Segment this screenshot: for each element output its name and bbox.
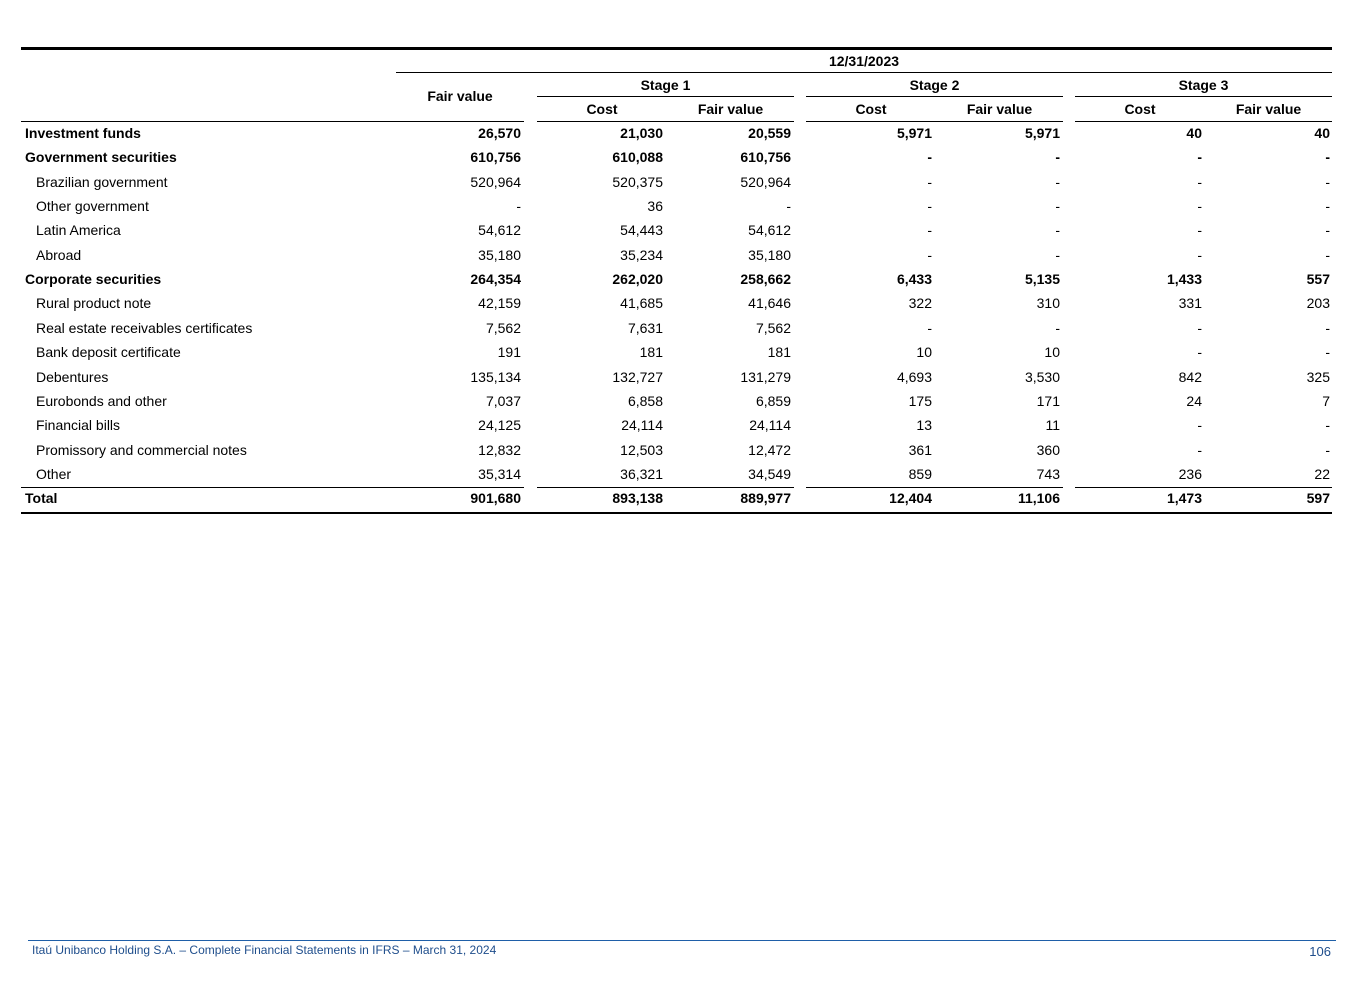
cell-value: 11 bbox=[1045, 417, 1060, 434]
cell-value: 191 bbox=[497, 344, 521, 361]
cell-value: - bbox=[927, 173, 932, 190]
table-row bbox=[21, 317, 1332, 341]
cell-value: 610,756 bbox=[740, 149, 791, 166]
cell-value: 7,631 bbox=[627, 319, 663, 336]
cell-value: - bbox=[1197, 198, 1202, 215]
table-row bbox=[21, 268, 1332, 292]
footer-text: Itaú Unibanco Holding S.A. – Complete Financial Statements in IFRS – March 31, 2024 bbox=[32, 943, 497, 957]
cell-value: 10 bbox=[916, 344, 932, 361]
cell-value: - bbox=[1197, 441, 1202, 458]
table-row bbox=[21, 195, 1332, 219]
stage2-header: Stage 2 bbox=[909, 77, 960, 93]
cell-value: - bbox=[1325, 344, 1330, 361]
cell-value: 322 bbox=[908, 295, 932, 312]
cell-value: 520,964 bbox=[740, 173, 791, 190]
cell-value: 5,971 bbox=[1024, 125, 1060, 141]
cell-value: 10 bbox=[1044, 344, 1060, 361]
cell-value: 597 bbox=[1306, 490, 1330, 507]
cell-value: 42,159 bbox=[478, 295, 521, 312]
cell-value: 325 bbox=[1306, 368, 1330, 385]
cell-value: 901,680 bbox=[470, 490, 521, 507]
period-underline bbox=[396, 72, 1332, 73]
stage1-underline bbox=[537, 96, 794, 97]
cell-value: 310 bbox=[1036, 295, 1060, 312]
cell-value: - bbox=[927, 149, 932, 166]
cell-value: 131,279 bbox=[740, 368, 791, 385]
cell-value: 842 bbox=[1178, 368, 1202, 385]
table-row bbox=[21, 341, 1332, 365]
cell-value: 21,030 bbox=[620, 125, 663, 141]
table-row bbox=[21, 244, 1332, 268]
cell-value: 893,138 bbox=[612, 490, 663, 507]
cell-value: 743 bbox=[1036, 465, 1060, 482]
fair-value-header: Fair value bbox=[427, 88, 493, 104]
row-label: Debentures bbox=[36, 368, 109, 385]
cell-value: 36,321 bbox=[620, 465, 663, 482]
cell-value: - bbox=[1197, 246, 1202, 263]
cell-value: 13 bbox=[916, 417, 932, 434]
cell-value: 54,443 bbox=[620, 222, 663, 239]
cell-value: 859 bbox=[908, 465, 932, 482]
cell-value: - bbox=[1055, 149, 1060, 166]
row-label: Corporate securities bbox=[25, 271, 162, 288]
cell-value: 520,375 bbox=[612, 173, 663, 190]
row-label: Brazilian government bbox=[36, 173, 168, 190]
cell-value: - bbox=[1055, 319, 1060, 336]
cell-value: 6,858 bbox=[627, 392, 663, 409]
cell-value: 610,756 bbox=[470, 149, 521, 166]
cell-value: 36 bbox=[647, 198, 663, 215]
table-row bbox=[21, 219, 1332, 243]
row-label: Eurobonds and other bbox=[36, 392, 167, 409]
cell-value: - bbox=[1325, 149, 1330, 166]
cell-value: - bbox=[1197, 344, 1202, 361]
stage2-cost-header: Cost bbox=[855, 101, 887, 117]
cell-value: 12,503 bbox=[620, 441, 663, 458]
cell-value: - bbox=[1197, 319, 1202, 336]
cell-value: 236 bbox=[1178, 465, 1202, 482]
row-label: Bank deposit certificate bbox=[36, 344, 181, 361]
table-row bbox=[21, 439, 1332, 463]
table-top-rule bbox=[21, 47, 1332, 50]
cell-value: - bbox=[1325, 319, 1330, 336]
cell-value: 262,020 bbox=[612, 271, 663, 288]
cell-value: 135,134 bbox=[470, 368, 521, 385]
cell-value: 35,314 bbox=[478, 465, 521, 482]
row-label: Investment funds bbox=[25, 125, 141, 141]
cell-value: - bbox=[927, 319, 932, 336]
cell-value: 5,971 bbox=[896, 125, 932, 141]
cell-value: 181 bbox=[639, 344, 663, 361]
cell-value: 331 bbox=[1178, 295, 1202, 312]
cell-value: - bbox=[1325, 417, 1330, 434]
stage2-fair-value-header: Fair value bbox=[966, 101, 1033, 117]
cell-value: - bbox=[516, 198, 521, 215]
cell-value: 12,472 bbox=[748, 441, 791, 458]
stage3-cost-header: Cost bbox=[1124, 101, 1156, 117]
cell-value: 360 bbox=[1036, 441, 1060, 458]
stage1-cost-header: Cost bbox=[586, 101, 618, 117]
stage3-fair-value-header: Fair value bbox=[1235, 101, 1302, 117]
cell-value: 24,125 bbox=[478, 417, 521, 434]
cell-value: - bbox=[1325, 198, 1330, 215]
cell-value: - bbox=[1055, 198, 1060, 215]
row-label: Total bbox=[25, 490, 58, 507]
cell-value: 610,088 bbox=[612, 149, 663, 166]
cell-value: 22 bbox=[1314, 465, 1330, 482]
cell-value: 203 bbox=[1306, 295, 1330, 312]
cell-value: 35,180 bbox=[748, 246, 791, 263]
row-label: Abroad bbox=[36, 246, 82, 263]
cell-value: 54,612 bbox=[478, 222, 521, 239]
page-number: 106 bbox=[1309, 944, 1331, 959]
row-label: Rural product note bbox=[36, 295, 152, 312]
table-row bbox=[21, 122, 1332, 146]
cell-value: 41,646 bbox=[748, 295, 791, 312]
cell-value: 54,612 bbox=[748, 222, 791, 239]
cell-value: 258,662 bbox=[740, 271, 791, 288]
cell-value: 12,404 bbox=[889, 490, 932, 507]
row-label: Financial bills bbox=[36, 417, 121, 434]
row-label: Other bbox=[36, 465, 72, 482]
stage3-header: Stage 3 bbox=[1178, 77, 1229, 93]
cell-value: - bbox=[1055, 222, 1060, 239]
cell-value: 12,832 bbox=[478, 441, 521, 458]
cell-value: - bbox=[1325, 246, 1330, 263]
cell-value: 6,433 bbox=[896, 271, 932, 288]
table-row bbox=[21, 366, 1332, 390]
table-row bbox=[21, 414, 1332, 438]
cell-value: 132,727 bbox=[612, 368, 663, 385]
cell-value: - bbox=[927, 246, 932, 263]
cell-value: 24 bbox=[1186, 392, 1202, 409]
table-row bbox=[21, 146, 1332, 170]
footer-rule bbox=[28, 940, 1336, 941]
stage1-header: Stage 1 bbox=[640, 77, 691, 93]
row-label: Government securities bbox=[25, 149, 177, 166]
cell-value: 181 bbox=[767, 344, 791, 361]
cell-value: 1,433 bbox=[1166, 271, 1202, 288]
cell-value: 264,354 bbox=[470, 271, 521, 288]
total-row bbox=[21, 487, 1332, 511]
cell-value: - bbox=[927, 222, 932, 239]
row-label: Promissory and commercial notes bbox=[36, 441, 247, 458]
cell-value: - bbox=[1197, 173, 1202, 190]
cell-value: 41,685 bbox=[620, 295, 663, 312]
cell-value: 171 bbox=[1036, 392, 1060, 409]
cell-value: - bbox=[1197, 149, 1202, 166]
cell-value: 24,114 bbox=[621, 417, 663, 434]
cell-value: 7,562 bbox=[755, 319, 791, 336]
cell-value: 34,549 bbox=[748, 465, 791, 482]
cell-value: 6,859 bbox=[755, 392, 791, 409]
cell-value: 889,977 bbox=[740, 490, 791, 507]
cell-value: 5,135 bbox=[1024, 271, 1060, 288]
cell-value: 7,037 bbox=[485, 392, 521, 409]
cell-value: - bbox=[1325, 222, 1330, 239]
cell-value: - bbox=[927, 198, 932, 215]
cell-value: 40 bbox=[1314, 125, 1330, 141]
cell-value: 35,234 bbox=[620, 246, 663, 263]
cell-value: 4,693 bbox=[896, 368, 932, 385]
table-row bbox=[21, 171, 1332, 195]
cell-value: 7,562 bbox=[485, 319, 521, 336]
cell-value: - bbox=[1325, 173, 1330, 190]
table-row bbox=[21, 292, 1332, 316]
stage1-fair-value-header: Fair value bbox=[697, 101, 764, 117]
cell-value: 40 bbox=[1186, 125, 1202, 141]
cell-value: - bbox=[1197, 222, 1202, 239]
row-label: Other government bbox=[36, 198, 149, 215]
period-header: 12/31/2023 bbox=[828, 53, 900, 69]
cell-value: - bbox=[1055, 173, 1060, 190]
cell-value: - bbox=[1197, 417, 1202, 434]
cell-value: 3,530 bbox=[1024, 368, 1060, 385]
cell-value: 520,964 bbox=[470, 173, 521, 190]
cell-value: 557 bbox=[1306, 271, 1330, 288]
cell-value: 1,473 bbox=[1166, 490, 1202, 507]
cell-value: - bbox=[786, 198, 791, 215]
cell-value: 24,114 bbox=[749, 417, 791, 434]
table-row bbox=[21, 390, 1332, 414]
table-row bbox=[21, 463, 1332, 487]
cell-value: 7 bbox=[1322, 392, 1330, 409]
row-label: Real estate receivables certificates bbox=[36, 319, 253, 336]
cell-value: 361 bbox=[908, 441, 932, 458]
cell-value: - bbox=[1055, 246, 1060, 263]
cell-value: 175 bbox=[908, 392, 932, 409]
cell-value: 35,180 bbox=[478, 246, 521, 263]
cell-value: 26,570 bbox=[478, 125, 521, 141]
row-label: Latin America bbox=[36, 222, 121, 239]
stage3-underline bbox=[1075, 96, 1332, 97]
table-bottom-rule bbox=[21, 512, 1332, 514]
stage2-underline bbox=[806, 96, 1063, 97]
cell-value: 20,559 bbox=[748, 125, 791, 141]
cell-value: - bbox=[1325, 441, 1330, 458]
cell-value: 11,106 bbox=[1017, 490, 1060, 507]
